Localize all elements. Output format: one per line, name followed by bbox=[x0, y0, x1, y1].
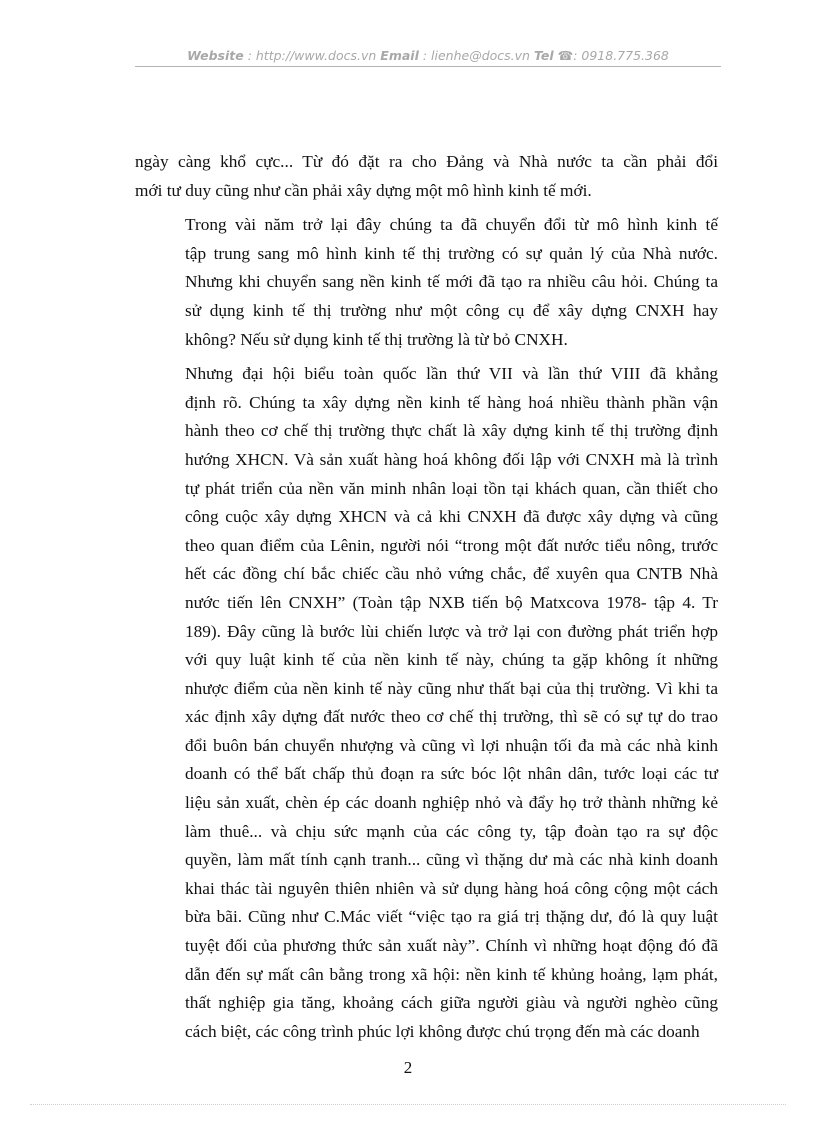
tel-label: Tel bbox=[533, 48, 554, 63]
footer-divider bbox=[30, 1104, 786, 1105]
text-line: không? Nếu sử dụng kinh tế thị trường là từ bỏ CNXH. bbox=[185, 329, 568, 349]
text-line: tuyệt đối của phương thức sản xuất này”. Chính vì những hoạt động đó đã bbox=[185, 936, 718, 956]
phone-icon: ☎ bbox=[557, 48, 574, 63]
text-line: đổi buôn bán chuyển nhượng và cũng vì lợi nhuận tối đa mà các nhà kinh bbox=[185, 735, 718, 755]
text-line: nhược điểm của nền kinh tế này cũng như thất bại của thị trường. Vì khi ta bbox=[185, 678, 718, 698]
email-value[interactable]: : lienhe@docs.vn bbox=[422, 48, 530, 63]
text-line: định rõ. Chúng ta xây dựng nền kinh tế hàng hoá nhiều thành phần vận bbox=[185, 392, 718, 412]
paragraph bbox=[135, 360, 718, 1046]
text-line: hướng XHCN. Và sản xuất hàng hoá không đối lập với CNXH mà là trình bbox=[185, 449, 718, 469]
text-line: tập trung sang mô hình kinh tế thị trường có sự quản lý của Nhà nước. bbox=[185, 243, 718, 263]
text-line: sử dụng kinh tế thị trường như một công cụ để xây dựng CNXH hay bbox=[185, 300, 718, 320]
body-text bbox=[135, 148, 718, 1046]
website-label: Website bbox=[187, 48, 244, 63]
text-line: Nhưng đại hội biểu toàn quốc lần thứ VII và lần thứ VIII đã khẳng bbox=[185, 364, 718, 384]
text-line: quyền, làm mất tính cạnh tranh... cũng vì thặng dư mà các nhà kinh doanh bbox=[185, 850, 718, 870]
tel-value: : 0918.775.368 bbox=[573, 48, 669, 63]
text-line: mới tư duy cũng như cần phải xây dựng một mô hình kinh tế mới. bbox=[135, 180, 592, 200]
text-line: bừa bãi. Cũng như C.Mác viết “việc tạo ra giá trị thặng dư, đó là quy luật bbox=[185, 907, 718, 927]
paragraph bbox=[135, 211, 718, 354]
header-divider bbox=[135, 66, 721, 67]
text-line: Nhưng khi chuyển sang nền kinh tế mới đã tạo ra nhiều câu hỏi. Chúng ta bbox=[185, 272, 718, 292]
text-line: với quy luật kinh tế của nền kinh tế này, chúng ta gặp không ít những bbox=[185, 650, 718, 670]
text-line: ngày càng khổ cực... Từ đó đặt ra cho Đảng và Nhà nước ta cần phải đổi bbox=[135, 152, 718, 171]
text-line: xác định xây dựng đất nước theo cơ chế thị trường, thì sẽ có sự tự do trao bbox=[185, 707, 718, 727]
text-line: khai thác tài nguyên thiên nhiên và sử dụng hàng hoá công cộng một cách bbox=[185, 878, 718, 898]
email-label: Email bbox=[380, 48, 419, 63]
text-line: tự phát triển của nền văn minh nhân loại tồn tại khách quan, cần thiết cho bbox=[185, 478, 718, 498]
text-line: dẫn đến sự mất cân bằng trong xã hội: nền kinh tế khủng hoảng, lạm phát, bbox=[185, 964, 718, 984]
text-line: hết các đồng chí bắc chiếc cầu nhỏ vứng chắc, để xuyên qua CNTB Nhà bbox=[185, 564, 718, 584]
text-line: thất nghiệp gia tăng, khoảng cách giữa người giàu và người nghèo cũng bbox=[185, 993, 718, 1013]
website-value[interactable]: : http://www.docs.vn bbox=[247, 48, 377, 63]
text-line: theo quan điểm của Lênin, người nói “trong một đất nước tiểu nông, trước bbox=[185, 535, 718, 555]
text-line: cách biệt, các công trình phúc lợi không được chú trọng đến mà các doanh bbox=[185, 1021, 700, 1041]
text-line: làm thuê... và chịu sức mạnh của các công ty, tập đoàn tạo ra sự độc bbox=[185, 821, 718, 841]
text-line: 189). Đây cũng là bước lùi chiến lược và trở lại con đường phát triển hợp bbox=[185, 621, 718, 641]
paragraph bbox=[135, 148, 718, 205]
text-line: hành theo cơ chế thị trường thực chất là xây dựng kinh tế thị trường định bbox=[185, 421, 718, 441]
text-line: liệu sản xuất, chèn ép các doanh nghiệp nhỏ và đẩy họ trở thành những kẻ bbox=[185, 793, 718, 813]
text-line: nước tiến lên CNXH” (Toàn tập NXB tiến bộ Matxcova 1978- tập 4. Tr bbox=[185, 592, 718, 612]
text-line: Trong vài năm trở lại đây chúng ta đã chuyển đổi từ mô hình kinh tế bbox=[185, 215, 718, 235]
page-header bbox=[135, 48, 721, 63]
text-line: công cuộc xây dựng XHCN và cả khi CNXH đã được xây dựng và cũng bbox=[185, 507, 718, 527]
page-number: 2 bbox=[403, 1058, 413, 1077]
text-line: doanh có thể bất chấp thủ đoạn ra sức bóc lột nhân dân, tước loại các tư bbox=[185, 764, 718, 784]
